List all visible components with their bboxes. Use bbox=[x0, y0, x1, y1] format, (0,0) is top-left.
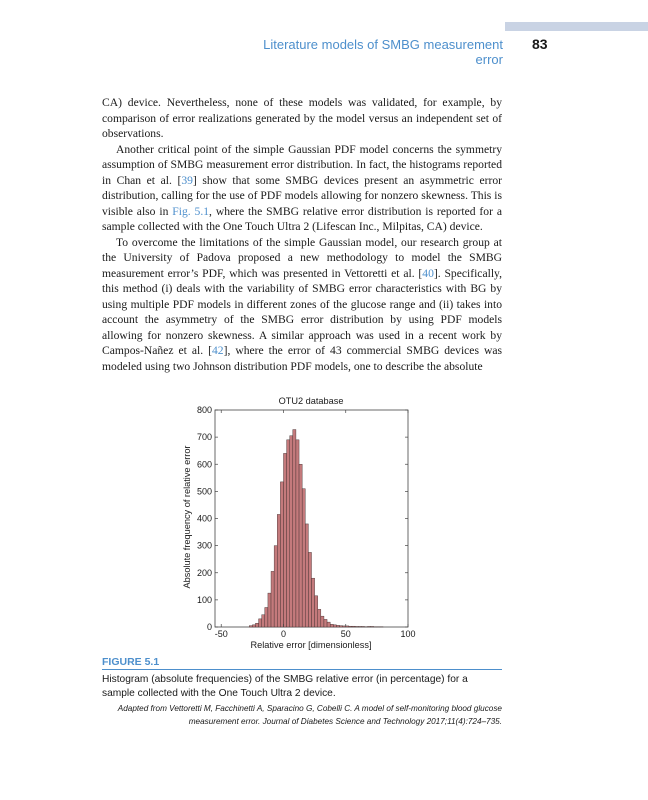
histogram-bar bbox=[368, 626, 371, 627]
histogram-bar bbox=[283, 453, 286, 627]
histogram-bar bbox=[255, 623, 258, 627]
header-accent-band bbox=[505, 22, 648, 31]
histogram-bar bbox=[324, 619, 327, 627]
histogram-bar bbox=[352, 626, 355, 627]
histogram-bar bbox=[308, 552, 311, 627]
figure-caption-rule bbox=[102, 669, 502, 670]
histogram-bar bbox=[277, 514, 280, 627]
histogram-bar bbox=[299, 464, 302, 627]
figure-label: FIGURE 5.1 bbox=[102, 656, 160, 668]
histogram-bar bbox=[355, 626, 358, 627]
histogram-bar bbox=[265, 607, 268, 627]
figure-caption: Histogram (absolute frequencies) of the SMBG relative error (in percentage) for a sample collected with the One Touch Ultra 2 device. bbox=[102, 674, 468, 699]
y-tick-label: 800 bbox=[196, 405, 212, 415]
histogram-bar bbox=[321, 616, 324, 627]
y-tick-label: 400 bbox=[196, 513, 212, 524]
histogram-bar bbox=[305, 524, 308, 627]
paragraph-1: CA) device. Nevertheless, none of these models was validated, for example, by comparison of error realizations generated by the model versus an independent set of observations. bbox=[102, 96, 502, 140]
x-tick-label: 50 bbox=[340, 629, 351, 639]
y-tick-label: 0 bbox=[206, 622, 212, 632]
citation-link-40[interactable]: 40 bbox=[422, 266, 434, 280]
histogram-bar bbox=[346, 626, 349, 627]
histogram-chart bbox=[180, 393, 420, 653]
histogram-bar bbox=[340, 626, 343, 627]
body-text bbox=[102, 95, 502, 374]
histogram-bar bbox=[268, 593, 271, 627]
histogram-bar bbox=[327, 622, 330, 627]
paragraph-3-text-a: To overcome the limitations of the simple Gaussian model, our research group at the University of Padova proposed a new methodology to model the SMBG measurement error’s PDF, which was presented in Vettoretti et al. [ bbox=[102, 235, 502, 280]
citation-link-39[interactable]: 39 bbox=[181, 173, 193, 187]
histogram-bar bbox=[358, 626, 361, 627]
histogram-bar bbox=[312, 578, 315, 627]
paragraph-3-text-b: ]. Specifically, this method (i) deals with the variability of SMBG error characteristics with BG by using multiple PDF models in different zones of the glucose range and (ii) takes into account the asymmetry of the SMBG error distribution by using PDF models allowing for nonzero skewness. A similar approach was used in a recent work by Campos-Nañez et al. [ bbox=[102, 266, 502, 357]
histogram-bar bbox=[274, 546, 277, 627]
y-tick-label: 700 bbox=[196, 432, 212, 443]
paragraph-2-text-c: , where the SMBG relative error distribution is reported for a sample collected with the One Touch Ultra 2 (Lifescan Inc., Milpitas, CA) device. bbox=[102, 204, 502, 233]
paragraph-3 bbox=[102, 235, 502, 375]
x-axis-label: Relative error [dimensionless] bbox=[250, 640, 372, 650]
y-tick-label: 200 bbox=[196, 567, 212, 578]
histogram-bar bbox=[336, 625, 339, 627]
histogram-bar bbox=[290, 436, 293, 627]
citation-link-42[interactable]: 42 bbox=[211, 344, 224, 357]
paragraph-3-text-c: ], where the error of 43 commercial SMBG devices was modeled using two Johnson distribution PDF models, one to describe the absolute bbox=[102, 344, 502, 373]
y-tick-label: 100 bbox=[196, 594, 212, 605]
histogram-bar bbox=[259, 619, 262, 627]
histogram-bar bbox=[249, 626, 252, 627]
figure-credit: Adapted from Vettoretti M, Facchinetti A, Sparacino G, Cobelli C. A model of self-monitoring blood glucose measurement error. Journal of Diabetes Science and Technology 2017;11(4):724–735. bbox=[117, 704, 502, 726]
page-number: 83 bbox=[532, 36, 548, 52]
paragraph-2-text-a: Another critical point of the simple Gaussian PDF model concerns the symmetry assumption of SMBG measurement error distribution. In fact, the histograms reported in Chan et al. [ bbox=[102, 142, 502, 187]
histogram-bar bbox=[349, 626, 352, 627]
chart-title: OTU2 database bbox=[278, 396, 344, 406]
histogram-bar bbox=[302, 489, 305, 627]
figure-5-1 bbox=[180, 393, 420, 653]
histogram-bar bbox=[343, 626, 346, 627]
histogram-bar bbox=[333, 625, 336, 627]
histogram-bar bbox=[361, 626, 364, 627]
histogram-bar bbox=[252, 625, 255, 627]
x-tick-label: 0 bbox=[280, 629, 286, 639]
histogram-bar bbox=[287, 440, 290, 627]
histogram-bar bbox=[330, 624, 333, 627]
histogram-bar bbox=[296, 440, 299, 627]
histogram-bar bbox=[318, 609, 321, 627]
histogram-bar bbox=[262, 615, 265, 627]
running-head: Literature models of SMBG measurement error bbox=[263, 37, 503, 67]
plot-area bbox=[197, 405, 416, 639]
histogram-bar bbox=[293, 430, 296, 627]
y-tick-label: 500 bbox=[196, 486, 212, 497]
paragraph-2 bbox=[102, 142, 502, 235]
y-tick-label: 600 bbox=[196, 459, 212, 470]
y-tick-label: 300 bbox=[196, 540, 212, 551]
x-tick-label: -50 bbox=[214, 629, 228, 639]
y-axis-label: Absolute frequency of relative error bbox=[182, 445, 192, 589]
figure-link-5-1[interactable]: Fig. 5.1 bbox=[172, 204, 210, 218]
histogram-bar bbox=[271, 571, 274, 627]
histogram-bar bbox=[371, 626, 374, 627]
paragraph-2-text-b: ] show that some SMBG devices present an asymmetric error distribution, calling for the use of PDF models allowing for nonzero skewness. This is visible also in bbox=[102, 173, 502, 218]
histogram-bar bbox=[280, 482, 283, 627]
x-tick-label: 100 bbox=[400, 629, 416, 639]
histogram-bar bbox=[315, 596, 318, 627]
